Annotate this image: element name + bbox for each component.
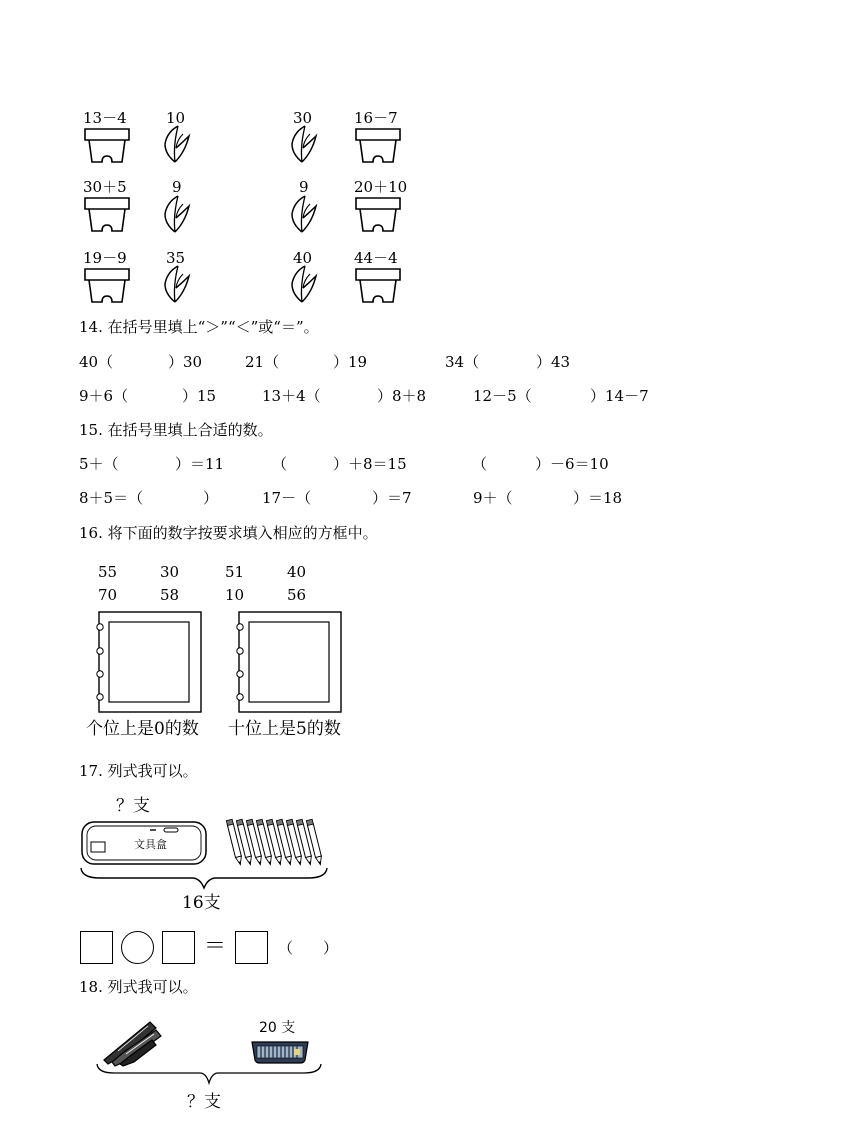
unknown-count-label: ？支 — [116, 796, 150, 816]
box-label: 个位上是0的数 — [86, 719, 199, 739]
fill-expr-right: ） — [203, 489, 219, 507]
total-label: 16支 — [182, 893, 221, 913]
box-label: 十位上是5的数 — [228, 719, 341, 739]
answer-box[interactable] — [235, 931, 268, 964]
compare-expr-right: ）15 — [182, 387, 217, 405]
compare-expr-left: 34（ — [445, 353, 480, 371]
fill-expr-left: 17－（ — [262, 489, 312, 507]
compare-expr-left: 9＋6（ — [79, 387, 129, 405]
fill-expr-left: （ — [272, 455, 288, 473]
compare-expr-left: 12－5（ — [473, 387, 532, 405]
compare-expr-right: ）8＋8 — [377, 387, 427, 405]
brace-icon — [80, 868, 328, 890]
number-chip: 40 — [287, 563, 307, 581]
leaf-icon — [163, 124, 191, 164]
answer-box[interactable] — [80, 931, 113, 964]
fill-expr-right: ）＝11 — [175, 455, 225, 473]
flower-pot-icon — [84, 268, 132, 306]
notebook-answer-box[interactable] — [94, 611, 202, 713]
operator-circle[interactable] — [121, 931, 154, 964]
pot-label: 13－4 — [83, 109, 127, 127]
leaf-icon — [290, 264, 318, 304]
question-14-title: 14. 在括号里填上“＞”“＜”或“＝”。 — [79, 318, 319, 336]
fill-expr-left: （ — [472, 455, 488, 473]
number-chip: 70 — [98, 586, 118, 604]
leaf-icon — [163, 264, 191, 304]
fill-expr-right: ）＝18 — [573, 489, 623, 507]
brace-icon — [96, 1064, 322, 1086]
pot-label: 44－4 — [354, 249, 398, 267]
flower-pot-icon — [355, 197, 403, 235]
leaf-label: 10 — [166, 109, 186, 127]
pens-icon — [98, 1018, 166, 1066]
pencil-box-icon — [250, 1040, 310, 1064]
pencils-icon — [228, 817, 328, 869]
box-count-label: 20 支 — [259, 1020, 296, 1036]
fill-expr-right: ）＝7 — [372, 489, 412, 507]
unit-blank: （ ） — [278, 939, 339, 957]
leaf-label: 40 — [293, 249, 313, 267]
compare-expr-right: ）14－7 — [590, 387, 649, 405]
compare-expr-left: 13＋4（ — [262, 387, 321, 405]
notebook-answer-box[interactable] — [234, 611, 342, 713]
answer-box[interactable] — [162, 931, 195, 964]
number-chip: 51 — [225, 563, 245, 581]
leaf-label: 9 — [299, 178, 309, 196]
pot-label: 20＋10 — [354, 178, 408, 196]
compare-expr-right: ）19 — [333, 353, 368, 371]
pencil-case-label: 文具盒 — [134, 838, 167, 851]
number-chip: 10 — [225, 586, 245, 604]
question-17-title: 17. 列式我可以。 — [79, 762, 198, 780]
flower-pot-icon — [84, 197, 132, 235]
compare-expr-left: 21（ — [245, 353, 280, 371]
question-16-title: 16. 将下面的数字按要求填入相应的方框中。 — [79, 524, 378, 542]
number-chip: 56 — [287, 586, 307, 604]
question-15-title: 15. 在括号里填上合适的数。 — [79, 421, 273, 439]
number-chip: 55 — [98, 563, 118, 581]
pot-label: 16－7 — [354, 109, 398, 127]
total-label: ？支 — [187, 1092, 221, 1112]
flower-pot-icon — [355, 268, 403, 306]
compare-expr-right: ）43 — [536, 353, 571, 371]
leaf-label: 30 — [293, 109, 313, 127]
fill-expr-right: ）－6＝10 — [535, 455, 609, 473]
fill-expr-left: 9＋（ — [473, 489, 513, 507]
leaf-label: 9 — [172, 178, 182, 196]
leaf-icon — [163, 194, 191, 234]
fill-expr-right: ）＋8＝15 — [333, 455, 407, 473]
leaf-icon — [290, 194, 318, 234]
compare-expr-right: ）30 — [168, 353, 203, 371]
compare-expr-left: 40（ — [79, 353, 114, 371]
flower-pot-icon — [355, 128, 403, 166]
number-chip: 30 — [160, 563, 180, 581]
pot-label: 30＋5 — [83, 178, 127, 196]
number-chip: 58 — [160, 586, 180, 604]
flower-pot-icon — [84, 128, 132, 166]
pot-label: 19－9 — [83, 249, 127, 267]
equals-sign: ＝ — [204, 934, 227, 959]
leaf-label: 35 — [166, 249, 186, 267]
fill-expr-left: 5＋（ — [79, 455, 119, 473]
leaf-icon — [290, 124, 318, 164]
question-18-title: 18. 列式我可以。 — [79, 978, 198, 996]
fill-expr-left: 8＋5＝（ — [79, 489, 144, 507]
